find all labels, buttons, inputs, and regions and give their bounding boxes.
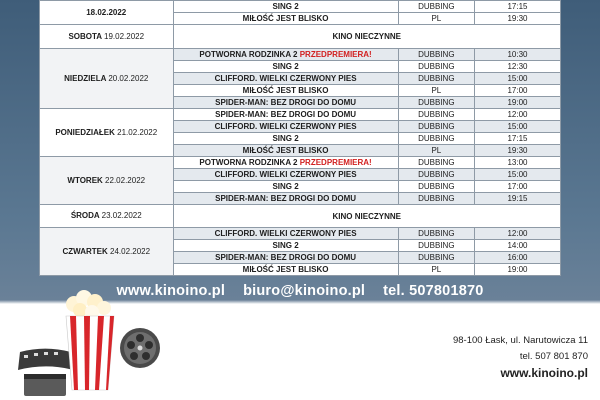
day-date: 20.02.2022 [108,73,149,83]
show-time: 19:15 [475,193,561,205]
day-date: 21.02.2022 [117,127,158,137]
film-version: DUBBING [398,133,474,145]
table-row [40,157,561,169]
film-version: DUBBING [398,252,474,264]
day-date: 24.02.2022 [110,246,151,256]
show-time: 15:00 [475,121,561,133]
footer-address: 98-100 Łask, ul. Narutowicza 11 [452,335,588,346]
film-title: SPIDER-MAN: BEZ DROGI DO DOMU [173,109,398,121]
film-version: DUBBING [398,121,474,133]
day-date: 23.02.2022 [101,211,142,220]
footer-address-block [453,333,588,381]
film-title: SING 2 [173,133,398,145]
table-row [40,25,561,49]
show-time: 19:30 [475,13,561,25]
film-title: CLIFFORD. WIELKI CZERWONY PIES [173,169,398,181]
film-version: DUBBING [398,61,474,73]
show-time: 12:00 [475,109,561,121]
film-title: SPIDER-MAN: BEZ DROGI DO DOMU [173,193,398,205]
website-link[interactable]: www.kinoino.pl [116,283,226,299]
film-version: DUBBING [398,97,474,109]
film-version: DUBBING [398,181,474,193]
film-version: PL [398,264,474,276]
film-version: DUBBING [398,240,474,252]
premiere-badge: PRZEDPREMIERA! [299,158,372,167]
premiere-badge: PRZEDPREMIERA! [299,50,372,59]
film-reel-icon [120,328,160,368]
film-title: SING 2 [173,1,398,13]
film-title: SING 2 [173,181,398,193]
table-row [40,228,561,240]
schedule-table [39,0,561,276]
table-row [40,109,561,121]
box-office-hours: KASA CZYNNA GODZINĘ PRZED PIERWSZYM SEANSEM [118,303,482,318]
film-version: DUBBING [398,157,474,169]
show-time: 10:30 [475,49,561,61]
clapperboard-icon [24,374,66,396]
film-title: CLIFFORD. WIELKI CZERWONY PIES [173,121,398,133]
film-version: DUBBING [398,169,474,181]
film-title: SING 2 [173,61,398,73]
show-time: 19:30 [475,145,561,157]
email-link[interactable]: biuro@kinoino.pl [243,283,366,299]
film-title: MIŁOŚĆ JEST BLISKO [173,85,398,97]
film-title [173,49,398,61]
show-time: 15:00 [475,73,561,85]
day-name: PONIEDZIAŁEK [55,127,115,137]
film-version: DUBBING [398,109,474,121]
film-title: CLIFFORD. WIELKI CZERWONY PIES [173,73,398,85]
show-time: 17:00 [475,85,561,97]
day-name: WTOREK [67,175,103,185]
closed-note: KINO NIECZYNNE [173,205,561,228]
footer-website[interactable]: www.kinoino.pl [500,366,588,380]
day-cell [40,228,174,276]
film-version: DUBBING [398,49,474,61]
show-time: 14:00 [475,240,561,252]
film-title: CLIFFORD. WIELKI CZERWONY PIES [173,228,398,240]
day-name: CZWARTEK [62,246,108,256]
table-row [40,1,561,13]
popcorn-icon [66,290,114,390]
film-version: PL [398,13,474,25]
show-time: 19:00 [475,264,561,276]
film-title-text: POTWORNA RODZINKA 2 [199,158,298,167]
film-version: DUBBING [398,228,474,240]
show-time: 19:00 [475,97,561,109]
day-date: 22.02.2022 [105,175,146,185]
table-row [40,205,561,228]
day-cell [40,25,174,49]
show-time: 17:15 [475,133,561,145]
day-date: 18.02.2022 [86,8,127,17]
show-time: 16:00 [475,252,561,264]
show-time: 15:00 [475,169,561,181]
film-title [173,157,398,169]
film-version: DUBBING [398,193,474,205]
film-title-text: POTWORNA RODZINKA 2 [199,50,298,59]
film-version: PL [398,145,474,157]
film-version: DUBBING [398,1,474,13]
show-time: 12:30 [475,61,561,73]
show-time: 17:15 [475,1,561,13]
day-cell [40,157,174,205]
day-date: 19.02.2022 [104,31,145,41]
day-cell [40,205,174,228]
film-title: SPIDER-MAN: BEZ DROGI DO DOMU [173,252,398,264]
film-version: DUBBING [398,73,474,85]
day-cell [40,1,174,25]
table-row [40,49,561,61]
film-title: MIŁOŚĆ JEST BLISKO [173,145,398,157]
day-cell [40,109,174,157]
closed-note: KINO NIECZYNNE [173,25,561,49]
phone-number: tel. 507801870 [383,283,484,299]
film-title: SING 2 [173,240,398,252]
day-name: NIEDZIELA [64,73,107,83]
footer-phone: tel. 507 801 870 [519,351,588,362]
show-time: 13:00 [475,157,561,169]
show-time: 12:00 [475,228,561,240]
film-title: MIŁOŚĆ JEST BLISKO [173,264,398,276]
day-name: SOBOTA [68,31,102,41]
film-title: SPIDER-MAN: BEZ DROGI DO DOMU [173,97,398,109]
cinema-artwork [18,282,168,400]
day-name: ŚRODA [70,211,100,220]
show-time: 17:00 [475,181,561,193]
film-title: MIŁOŚĆ JEST BLISKO [173,13,398,25]
film-version: PL [398,85,474,97]
day-cell [40,49,174,109]
